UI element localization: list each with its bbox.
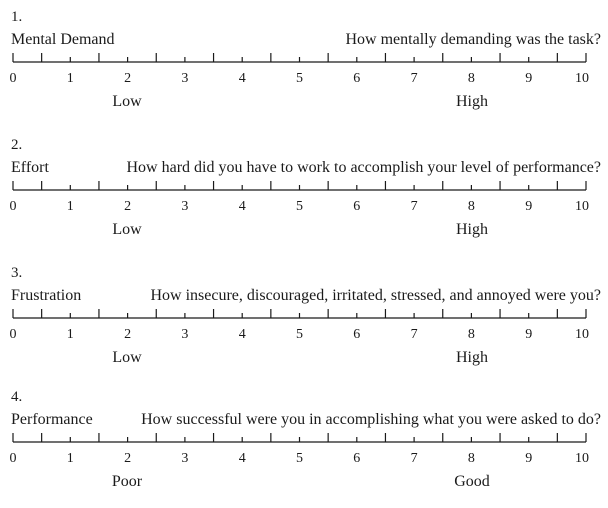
item-title: Mental Demand [11, 31, 115, 48]
tick-label: 7 [410, 327, 418, 342]
question-item-effort [0, 136, 608, 256]
tick-label: 0 [9, 71, 17, 86]
low-anchor-label: Low [112, 93, 142, 110]
tick-label: 2 [124, 199, 132, 214]
high-anchor-label: High [456, 349, 488, 366]
low-anchor-label: Poor [111, 473, 143, 490]
tick-label: 10 [575, 327, 589, 342]
tick-label: 6 [353, 199, 361, 214]
tick-label: 10 [575, 71, 589, 86]
item-question: How successful were you in accomplishing what you were asked to do? [141, 411, 601, 428]
tick-label: 4 [238, 327, 246, 342]
tick-label: 7 [410, 199, 418, 214]
tick-label: 9 [525, 451, 533, 466]
tick-label: 4 [238, 451, 246, 466]
tick-label: 0 [9, 327, 17, 342]
tick-label: 4 [238, 71, 246, 86]
tick-label: 8 [467, 451, 475, 466]
tick-label: 8 [467, 199, 475, 214]
rating-scale[interactable] [0, 306, 608, 326]
rating-scale[interactable] [0, 178, 608, 198]
tick-label: 5 [296, 199, 303, 214]
tick-label: 1 [66, 71, 74, 86]
tick-label: 3 [181, 451, 189, 466]
item-title: Frustration [11, 287, 82, 304]
low-anchor-label: Low [112, 349, 142, 366]
tick-label: 7 [410, 71, 418, 86]
high-anchor-label: High [456, 93, 488, 110]
item-number: 3. [11, 265, 23, 281]
tick-label: 2 [124, 71, 132, 86]
tick-label: 1 [66, 199, 74, 214]
tick-label: 9 [525, 71, 533, 86]
low-anchor-label: Low [112, 221, 142, 238]
item-number: 2. [11, 137, 23, 153]
tick-label: 10 [575, 451, 589, 466]
tick-label: 6 [353, 327, 361, 342]
question-item-frustration [0, 264, 608, 384]
tick-label: 6 [353, 451, 361, 466]
item-number: 4. [11, 389, 23, 405]
item-question: How insecure, discouraged, irritated, stressed, and annoyed were you? [150, 287, 601, 304]
tick-label: 6 [353, 71, 361, 86]
tick-label: 7 [410, 451, 418, 466]
tick-label: 9 [525, 199, 533, 214]
tick-label: 8 [467, 71, 475, 86]
rating-scale[interactable] [0, 430, 608, 450]
tick-label: 4 [238, 199, 246, 214]
tick-label: 0 [9, 199, 17, 214]
tick-label: 3 [181, 71, 189, 86]
tick-label: 2 [124, 327, 132, 342]
item-question: How mentally demanding was the task? [345, 31, 601, 48]
high-anchor-label: High [456, 221, 488, 238]
tick-label: 0 [9, 451, 17, 466]
question-item-mental-demand [0, 8, 608, 128]
tick-label: 10 [575, 199, 589, 214]
tick-label: 5 [296, 451, 303, 466]
item-question: How hard did you have to work to accomplish your level of performance? [126, 159, 601, 176]
question-item-performance [0, 388, 608, 508]
tick-label: 5 [296, 71, 303, 86]
rating-scale[interactable] [0, 50, 608, 70]
tick-label: 1 [66, 327, 74, 342]
item-title: Effort [11, 159, 49, 176]
item-number: 1. [11, 9, 23, 25]
tick-label: 3 [181, 327, 189, 342]
tick-label: 5 [296, 327, 303, 342]
tick-label: 3 [181, 199, 189, 214]
item-title: Performance [11, 411, 93, 428]
tick-label: 1 [66, 451, 74, 466]
high-anchor-label: Good [454, 473, 490, 490]
tick-label: 8 [467, 327, 475, 342]
tick-label: 9 [525, 327, 533, 342]
tick-label: 2 [124, 451, 132, 466]
